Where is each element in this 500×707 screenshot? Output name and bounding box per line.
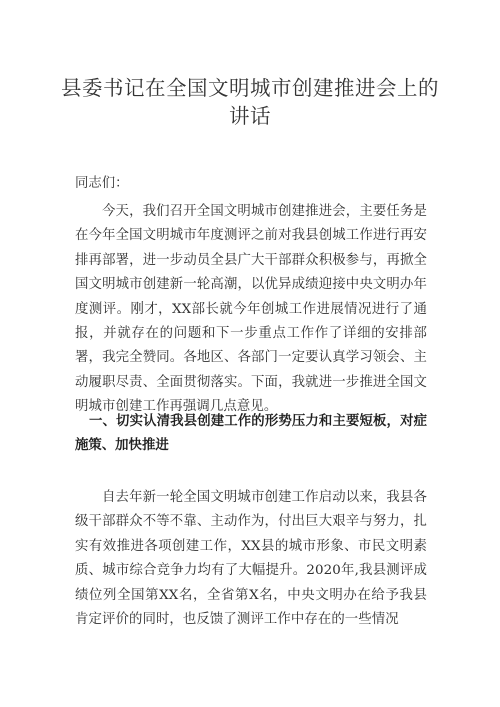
section-paragraph: 自去年新一轮全国文明城市创建工作启动以来，我县各级干部群众不等不靠、主动作为，付出巨大艰辛与努力，扎实有效推进各项创建工作，XX县的城市形象、市民文明素质、城市综合竞争力均有了大幅提升。2020年,我县测评成绩位列全国第XX名，全省第X名，中央文明办在给予我县肯定评价的同时，也反馈了测评工作中存在的一些情况 <box>75 490 427 628</box>
document-title: 县委书记在全国文明城市创建推进会上的讲话 <box>61 76 439 128</box>
salutation: 同志们： <box>75 176 129 191</box>
body-paragraph: 今天，我们召开全国文明城市创建推进会，主要任务是在今年全国文明城市年度测评之前对我县创城工作进行再安排再部署，进一步动员全县广大干部群众积极参与，再掀全国文明城市创建新一轮高潮，以优异成绩迎接中央文明办年度测评。刚才，XX部长就今年创城工作进展情况进行了通报，并就存在的问题和下一步重点工作作了详细的安排部署，我完全赞同。各地区、各部门一定要认真学习领会、主动履职尽责、全面贯彻落实。下面，我就进一步推进全国文明城市创建工作再强调几点意见。 <box>75 204 427 415</box>
section-heading: 一、切实认清我县创建工作的形势压力和主要短板，对症施策、加快推进 <box>75 413 427 454</box>
